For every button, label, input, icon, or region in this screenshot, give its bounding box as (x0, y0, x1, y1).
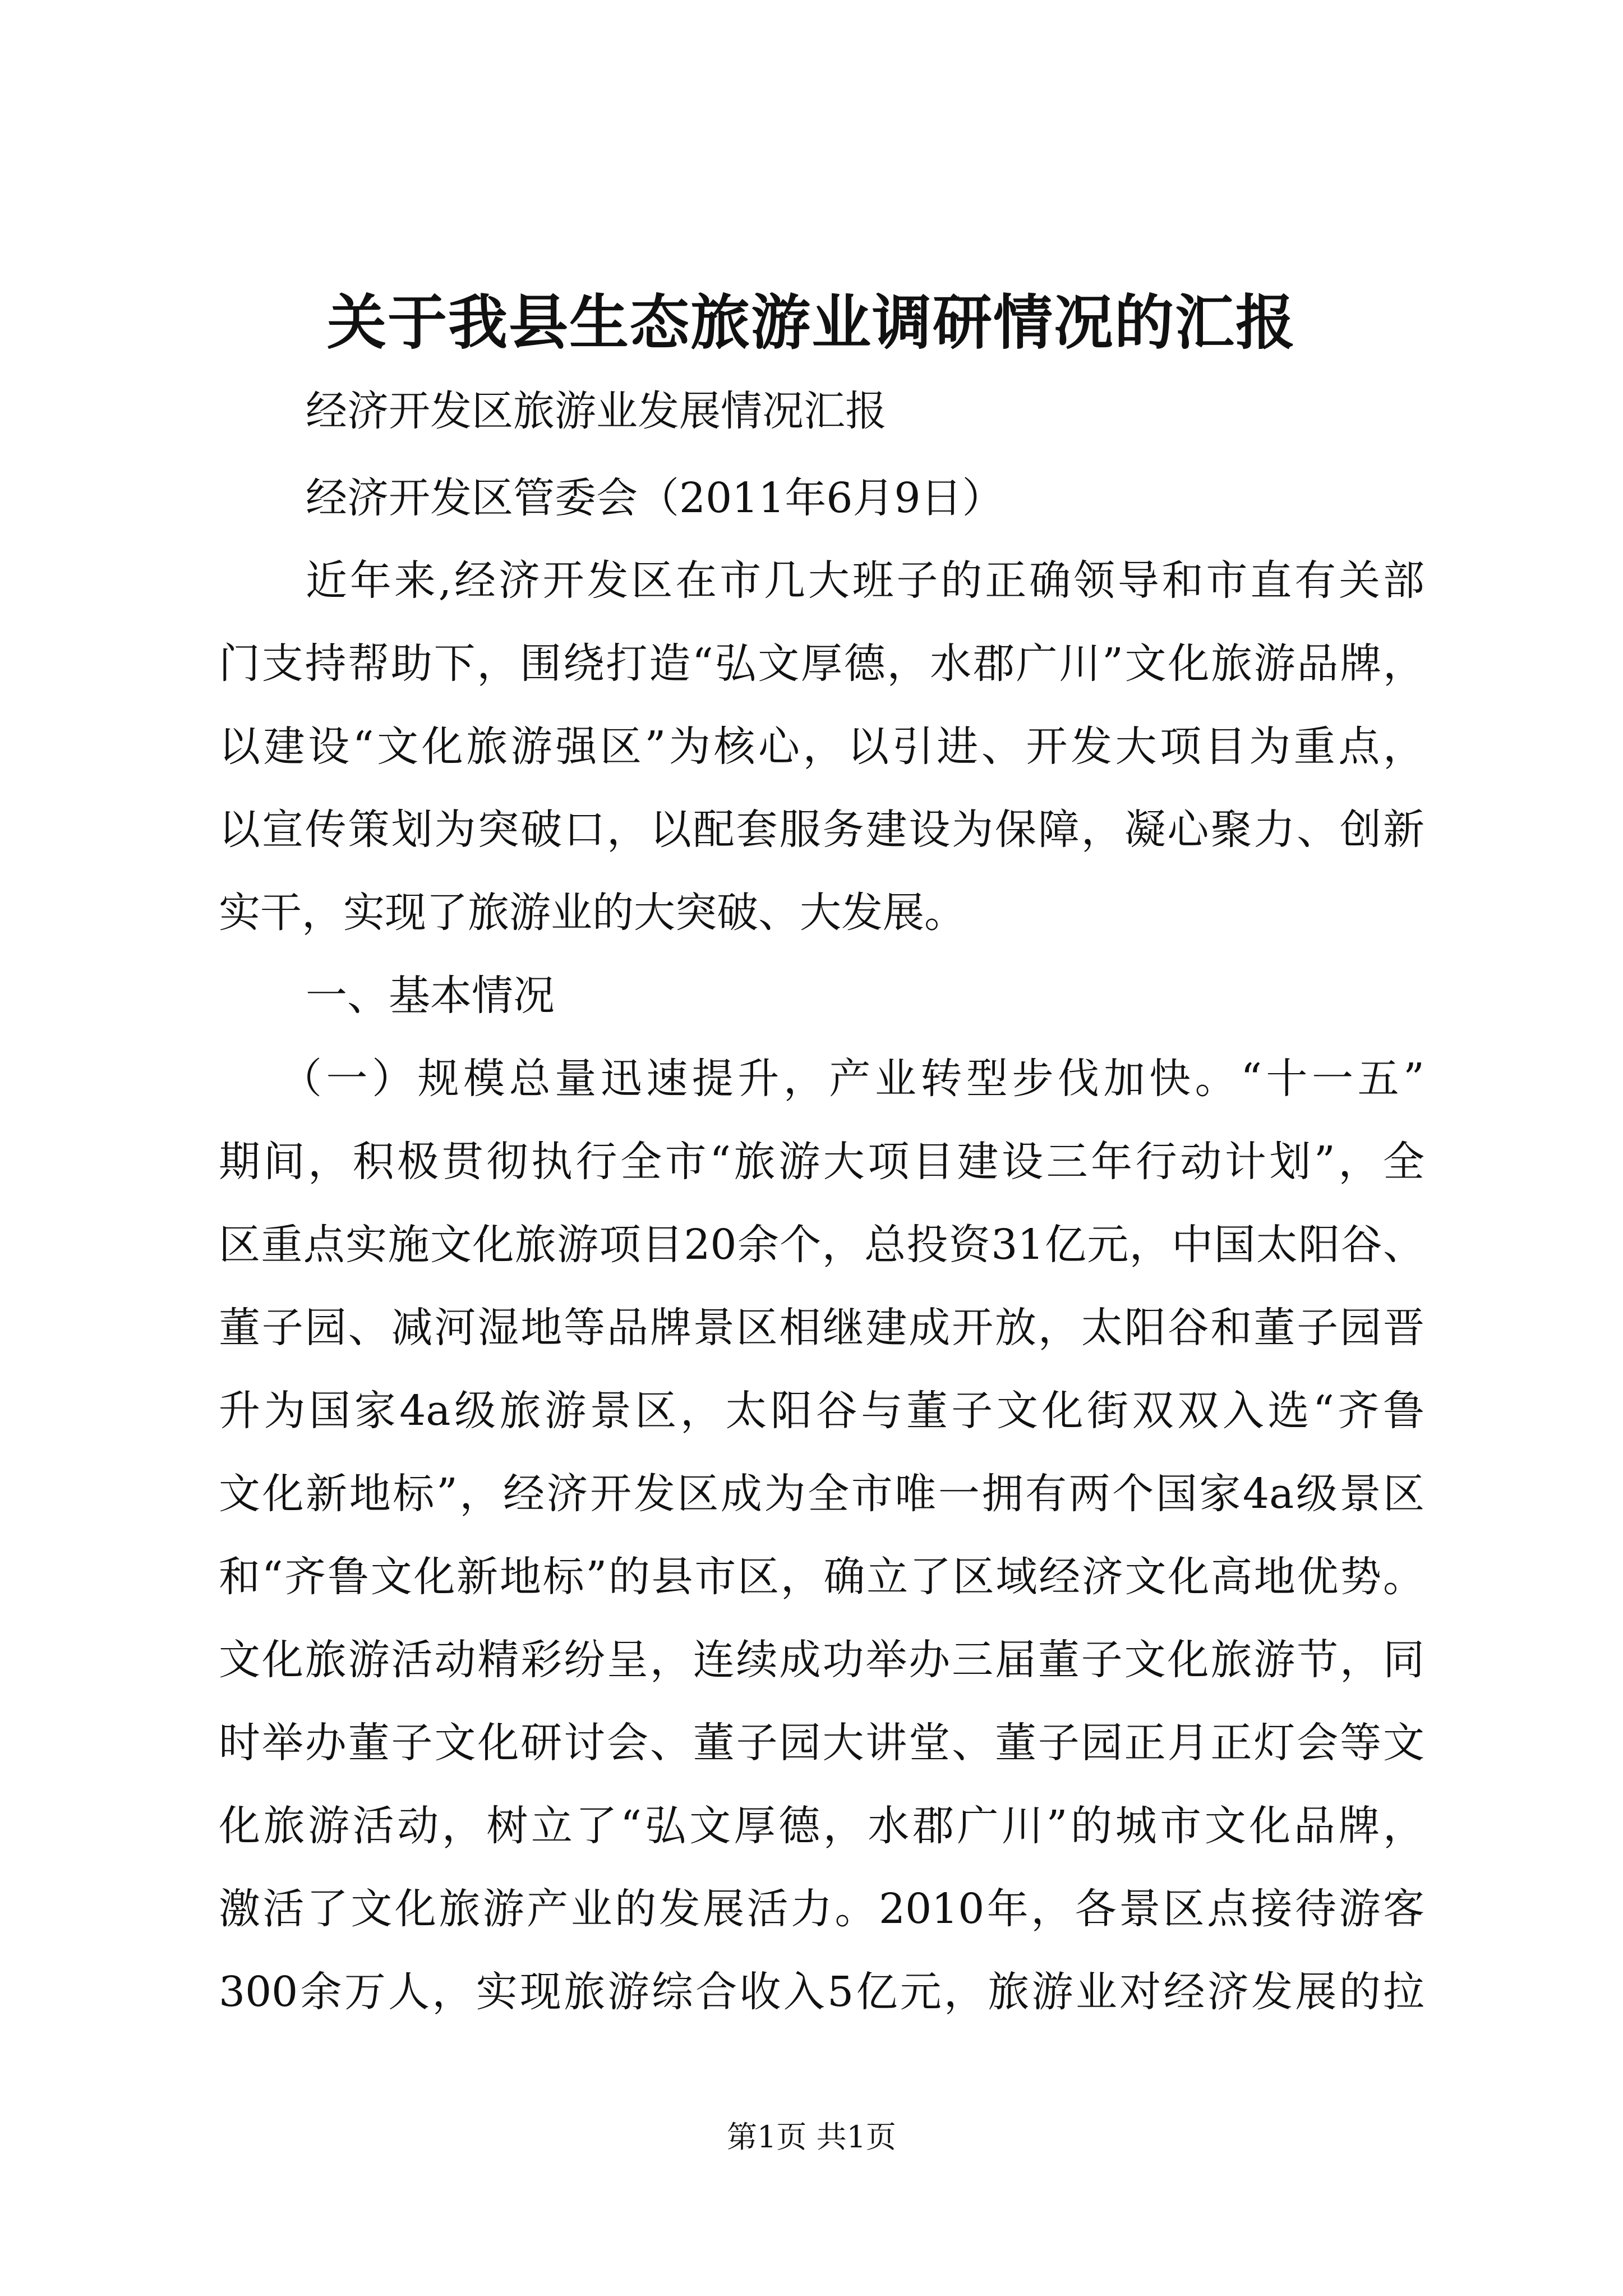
paragraph-line: 实干，实现了旅游业的大突破、大发展。 (219, 889, 966, 937)
paragraph-line: 化旅游活动，树立了“弘文厚德，水郡广川”的城市文化品牌， (219, 1802, 1424, 1850)
paragraph-line: 时举办董子文化研讨会、董子园大讲堂、董子园正月正灯会等文 (219, 1719, 1424, 1767)
section-heading: 一、基本情况 (306, 972, 555, 1020)
issuer-date-line: 经济开发区管委会（2011年6月9日） (306, 474, 1004, 522)
document-subtitle: 经济开发区旅游业发展情况汇报 (306, 387, 887, 435)
paragraph-line: 激活了文化旅游产业的发展活力。2010年，各景区点接待游客 (219, 1885, 1424, 1933)
paragraph-line: 和“齐鲁文化新地标”的县市区，确立了区域经济文化高地优势。 (219, 1553, 1424, 1601)
paragraph-line: 区重点实施文化旅游项目20余个，总投资31亿元，中国太阳谷、 (219, 1221, 1424, 1269)
paragraph-line: 文化旅游活动精彩纷呈，连续成功举办三届董子文化旅游节，同 (219, 1636, 1424, 1684)
paragraph-line: 300余万人，实现旅游综合收入5亿元，旅游业对经济发展的拉 (219, 1968, 1424, 2016)
paragraph-line: 门支持帮助下，围绕打造“弘文厚德，水郡广川”文化旅游品牌， (219, 639, 1424, 688)
paragraph-line: 以宣传策划为突破口，以配套服务建设为保障，凝心聚力、创新 (219, 806, 1424, 854)
paragraph-line: 文化新地标”，经济开发区成为全市唯一拥有两个国家4a级景区 (219, 1470, 1424, 1518)
paragraph-line: 董子园、减河湿地等品牌景区相继建成开放，太阳谷和董子园晋 (219, 1304, 1424, 1352)
paragraph-line: （一）规模总量迅速提升，产业转型步伐加快。“十一五” (280, 1055, 1424, 1103)
paragraph-line: 升为国家4a级旅游景区，太阳谷与董子文化街双双入选“齐鲁 (219, 1387, 1424, 1435)
paragraph-line: 期间，积极贯彻执行全市“旅游大项目建设三年行动计划”，全 (219, 1138, 1424, 1186)
document-title: 关于我县生态旅游业调研情况的汇报 (327, 287, 1296, 357)
paragraph-line: 以建设“文化旅游强区”为核心，以引进、开发大项目为重点， (219, 723, 1424, 771)
page-number-footer: 第1页 共1页 (727, 2119, 896, 2155)
paragraph-line: 近年来,经济开发区在市几大班子的正确领导和市直有关部 (306, 556, 1424, 605)
